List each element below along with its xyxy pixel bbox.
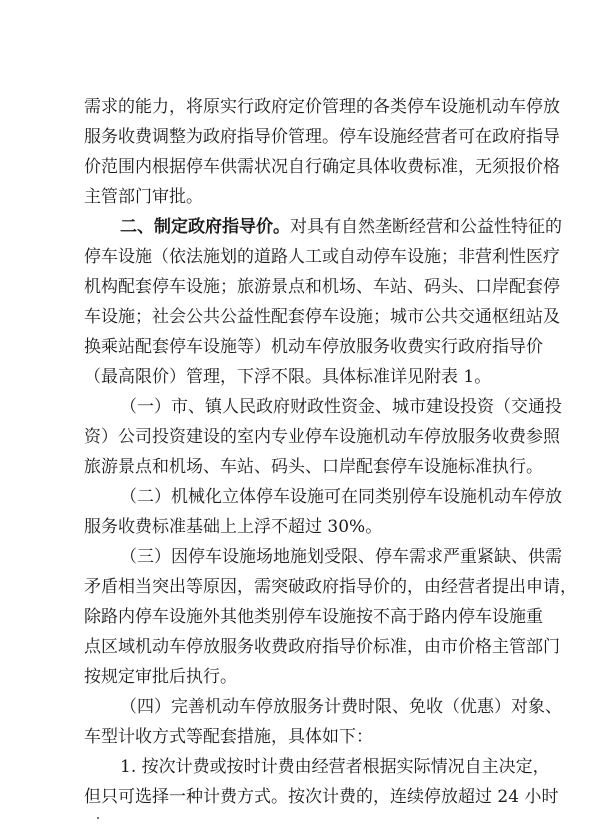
text-line: 服务收费标准基础上上浮不超过 30%。 (84, 517, 383, 537)
text-line: 机构配套停车设施；旅游景点和机场、车站、码头、口岸配套停 (84, 277, 560, 297)
page-speck (97, 817, 99, 819)
paragraph-item-four (84, 692, 562, 752)
text-line: （二）机械化立体停车设施可在同类别停车设施机动车停放 (120, 487, 562, 507)
text-line: 资）公司投资建设的室内专业停车设施机动车停放服务收费参照 (84, 427, 560, 447)
text-line: 除路内停车设施外其他类别停车设施按不高于路内停车设施重 (84, 607, 543, 627)
text-line: 矛盾相当突出等原因，需突破政府指导价的，由经营者提出申请， (84, 577, 577, 597)
text-line: （四）完善机动车停放服务计费时限、免收（优惠）对象、 (120, 697, 562, 717)
text-line: 服务收费调整为政府指导价管理。停车设施经营者可在政府指导 (84, 127, 560, 147)
text-line: 需求的能力，将原实行政府定价管理的各类停车设施机动车停放 (84, 97, 560, 117)
text-line: 1. 按次计费或按时计费由经营者根据实际情况自主决定， (120, 757, 550, 777)
text-line: 车型计收方式等配套措施，具体如下： (84, 727, 373, 747)
paragraph-item-one (84, 392, 562, 482)
text-line: 点区域机动车停放服务收费政府指导价标准，由市价格主管部门 (84, 637, 560, 657)
text-line: 按规定审批后执行。 (84, 667, 237, 687)
text-line: 主管部门审批。 (84, 187, 203, 207)
text-line: 但只可选择一种计费方式。按次计费的，连续停放超过 24 小时 (84, 787, 559, 807)
text-run: 对具有自然垄断经营和公益性特征的 (290, 217, 562, 237)
text-line: （最高限价）管理，下浮不限。具体标准详见附表 1。 (84, 367, 492, 387)
text-line: 旅游景点和机场、车站、码头、口岸配套停车设施标准执行。 (84, 457, 543, 477)
paragraph-item-three (84, 542, 577, 692)
text-line: 换乘站配套停车设施等）机动车停放服务收费实行政府指导价 (84, 337, 543, 357)
text-line: 停车设施（依法施划的道路人工或自动停车设施；非营利性医疗 (84, 247, 560, 267)
paragraph-subitem-1 (84, 752, 559, 812)
paragraph-item-two (84, 482, 562, 542)
text-line: （一）市、镇人民政府财政性资金、城市建设投资（交通投 (120, 397, 562, 417)
section-heading: 二、制定政府指导价。 (120, 217, 290, 237)
text-line: （三）因停车设施场地施划受限、停车需求严重紧缺、供需 (120, 547, 562, 567)
text-line: 车设施；社会公共公益性配套停车设施；城市公共交通枢纽站及 (84, 307, 560, 327)
paragraph-section-two (84, 212, 562, 392)
text-line (84, 212, 562, 242)
paragraph-continuation (84, 92, 560, 212)
text-line: 价范围内根据停车供需状况自行确定具体收费标准，无须报价格 (84, 157, 560, 177)
